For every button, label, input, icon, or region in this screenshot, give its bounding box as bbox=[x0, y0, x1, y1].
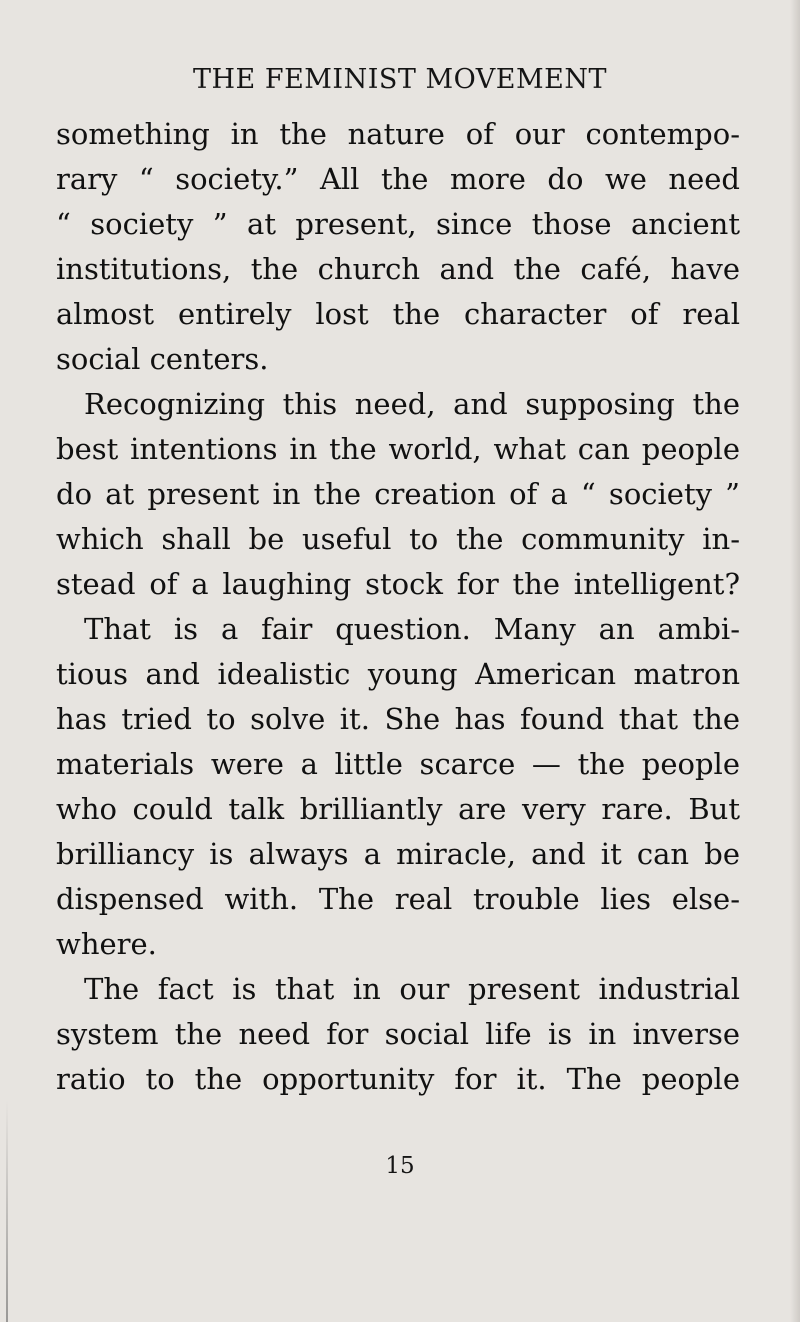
text-line: stead of a laughing stock for the intelligent? bbox=[56, 567, 740, 601]
text-line: The fact is that in our present industrial bbox=[84, 972, 740, 1006]
text-line: dispensed with. The real trouble lies else- bbox=[56, 882, 740, 916]
text-line: ratio to the opportunity for it. The people bbox=[56, 1062, 740, 1096]
text-line: do at present in the creation of a “ society ” bbox=[56, 477, 740, 511]
text-line: rary “ society.” All the more do we need bbox=[56, 162, 740, 196]
text-line: tious and idealistic young American matron bbox=[56, 657, 740, 691]
body-text bbox=[56, 112, 740, 1102]
page-fold-line bbox=[6, 1100, 8, 1322]
text-line: who could talk brilliantly are very rare. But bbox=[56, 792, 740, 826]
text-line: which shall be useful to the community in- bbox=[56, 522, 740, 556]
text-line: brilliancy is always a miracle, and it can be bbox=[56, 837, 740, 871]
page-number: 15 bbox=[385, 1153, 415, 1179]
text-line: almost entirely lost the character of real bbox=[56, 297, 740, 331]
text-line: something in the nature of our contempo- bbox=[56, 117, 740, 151]
running-head: THE FEMINIST MOVEMENT bbox=[193, 64, 607, 95]
text-line: That is a fair question. Many an ambi- bbox=[84, 612, 740, 646]
text-line: system the need for social life is in inverse bbox=[56, 1017, 740, 1051]
text-line: social centers. bbox=[56, 342, 269, 376]
text-line: has tried to solve it. She has found that the bbox=[56, 702, 740, 736]
page-edge-shadow bbox=[790, 0, 800, 1322]
text-line: materials were a little scarce — the people bbox=[56, 747, 740, 781]
text-line: where. bbox=[56, 927, 157, 961]
text-line: institutions, the church and the café, have bbox=[56, 252, 740, 286]
text-line: “ society ” at present, since those ancient bbox=[56, 207, 740, 241]
text-line: best intentions in the world, what can people bbox=[56, 432, 740, 466]
text-line: Recognizing this need, and supposing the bbox=[84, 387, 740, 421]
